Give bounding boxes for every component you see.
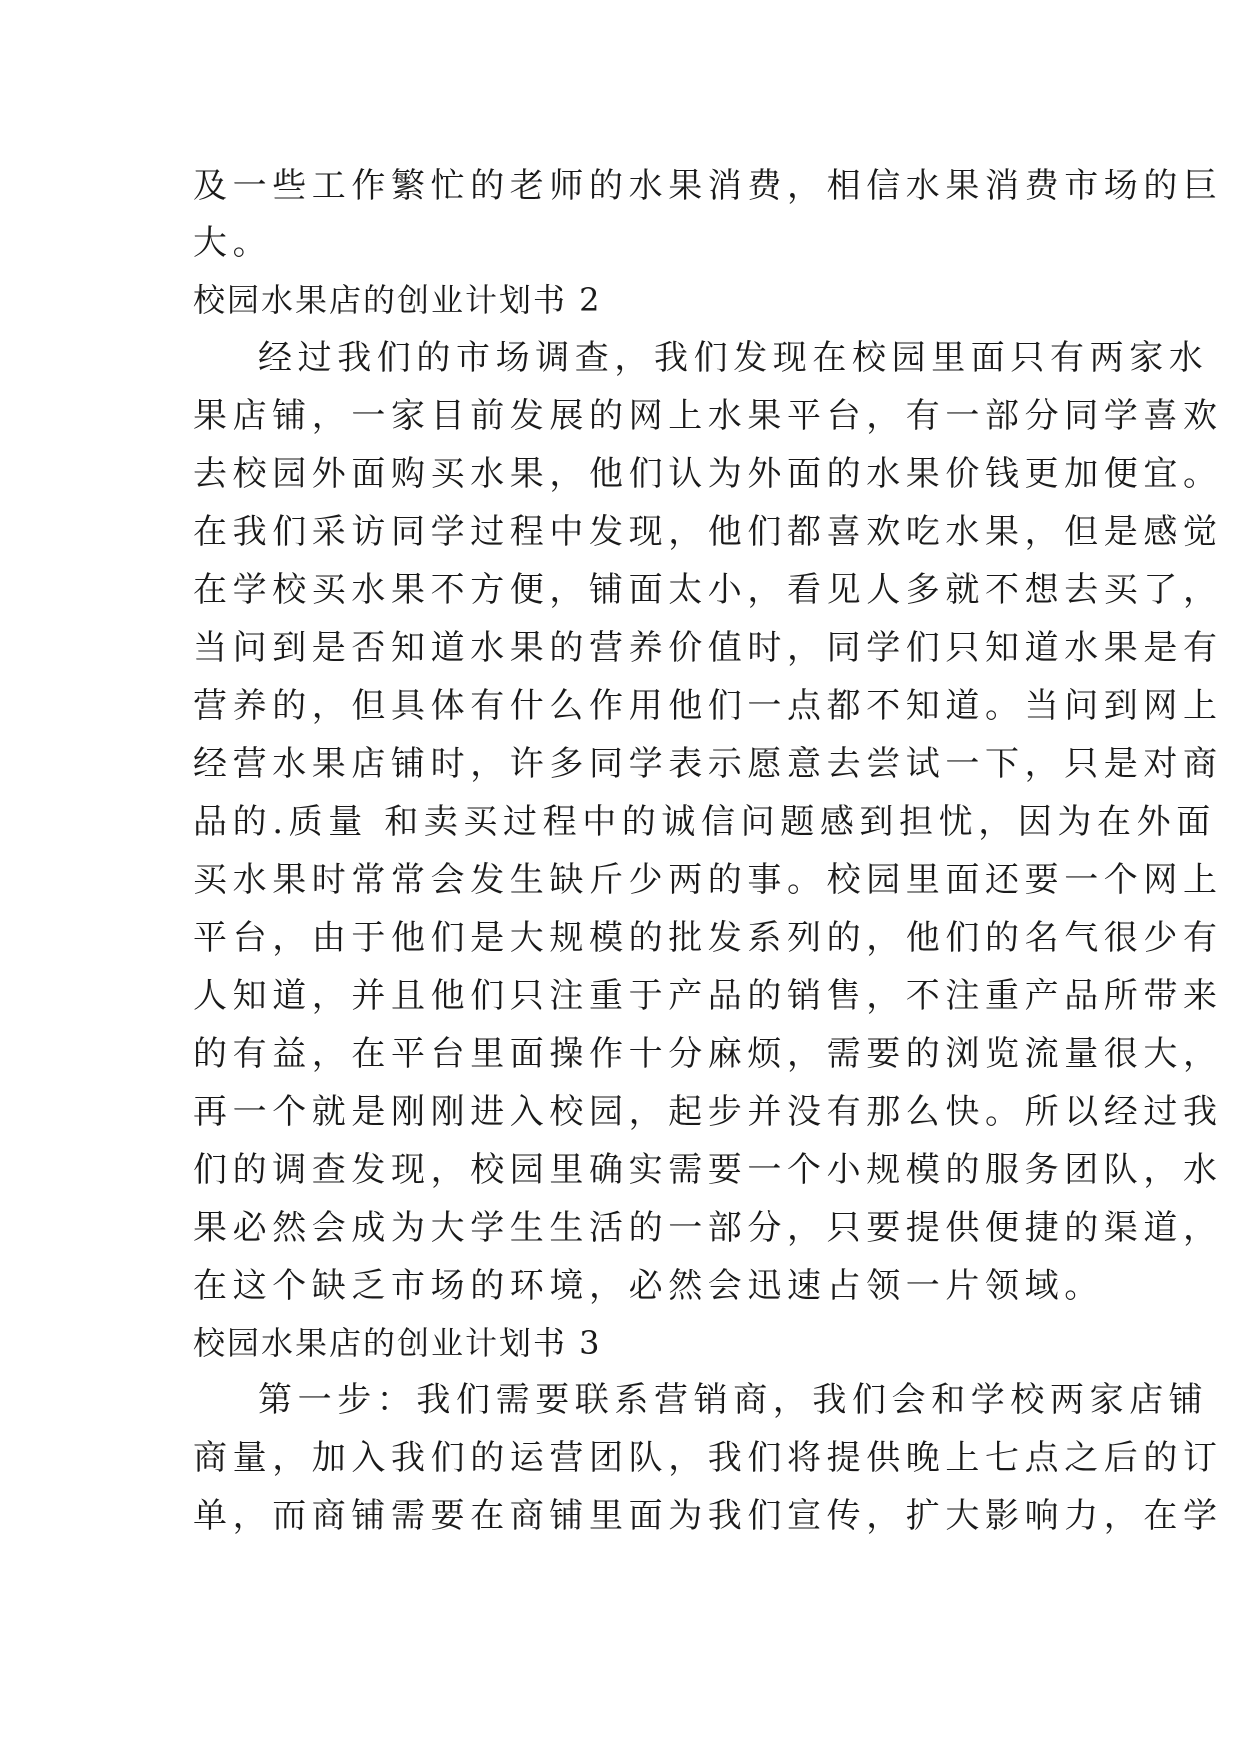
- section-heading: 校园水果店的创业计划书 3: [193, 1324, 602, 1362]
- paragraph-line: 果店铺，一家目前发展的网上水果平台，有一部分同学喜欢: [193, 396, 1223, 436]
- paragraph-line: 经过我们的市场调查，我们发现在校园里面只有两家水: [258, 338, 1209, 378]
- paragraph-line: 果必然会成为大学生生活的一部分，只要提供便捷的渠道，: [193, 1208, 1223, 1248]
- section-heading: 校园水果店的创业计划书 2: [193, 281, 602, 319]
- paragraph-line: 平台，由于他们是大规模的批发系列的，他们的名气很少有: [193, 918, 1223, 958]
- paragraph-line: 在我们采访同学过程中发现，他们都喜欢吃水果，但是感觉: [193, 512, 1223, 552]
- paragraph-line: 在学校买水果不方便，铺面太小，看见人多就不想去买了，: [193, 570, 1223, 610]
- paragraph-line: 营养的，但具体有什么作用他们一点都不知道。当问到网上: [193, 686, 1223, 726]
- paragraph-line: 第一步：我们需要联系营销商，我们会和学校两家店铺: [258, 1380, 1209, 1420]
- paragraph-line: 大。: [193, 223, 273, 263]
- paragraph-line: 单，而商铺需要在商铺里面为我们宣传，扩大影响力，在学: [193, 1496, 1223, 1536]
- paragraph-line: 及一些工作繁忙的老师的水果消费，相信水果消费市场的巨: [193, 166, 1223, 206]
- paragraph-line: 品的.质量 和卖买过程中的诚信问题感到担忧，因为在外面: [193, 802, 1216, 842]
- paragraph-line: 商量，加入我们的运营团队，我们将提供晚上七点之后的订: [193, 1438, 1223, 1478]
- paragraph-line: 在这个缺乏市场的环境，必然会迅速占领一片领域。: [193, 1266, 1104, 1306]
- paragraph-line: 去校园外面购买水果，他们认为外面的水果价钱更加便宜。: [193, 454, 1223, 494]
- paragraph-line: 当问到是否知道水果的营养价值时，同学们只知道水果是有: [193, 628, 1223, 668]
- paragraph-line: 的有益，在平台里面操作十分麻烦，需要的浏览流量很大，: [193, 1034, 1223, 1074]
- paragraph-line: 买水果时常常会发生缺斤少两的事。校园里面还要一个网上: [193, 860, 1223, 900]
- paragraph-line: 人知道，并且他们只注重于产品的销售，不注重产品所带来: [193, 976, 1223, 1016]
- paragraph-line: 们的调查发现，校园里确实需要一个小规模的服务团队，水: [193, 1150, 1223, 1190]
- paragraph-line: 经营水果店铺时，许多同学表示愿意去尝试一下，只是对商: [193, 744, 1223, 784]
- paragraph-line: 再一个就是刚刚进入校园，起步并没有那么快。所以经过我: [193, 1092, 1223, 1132]
